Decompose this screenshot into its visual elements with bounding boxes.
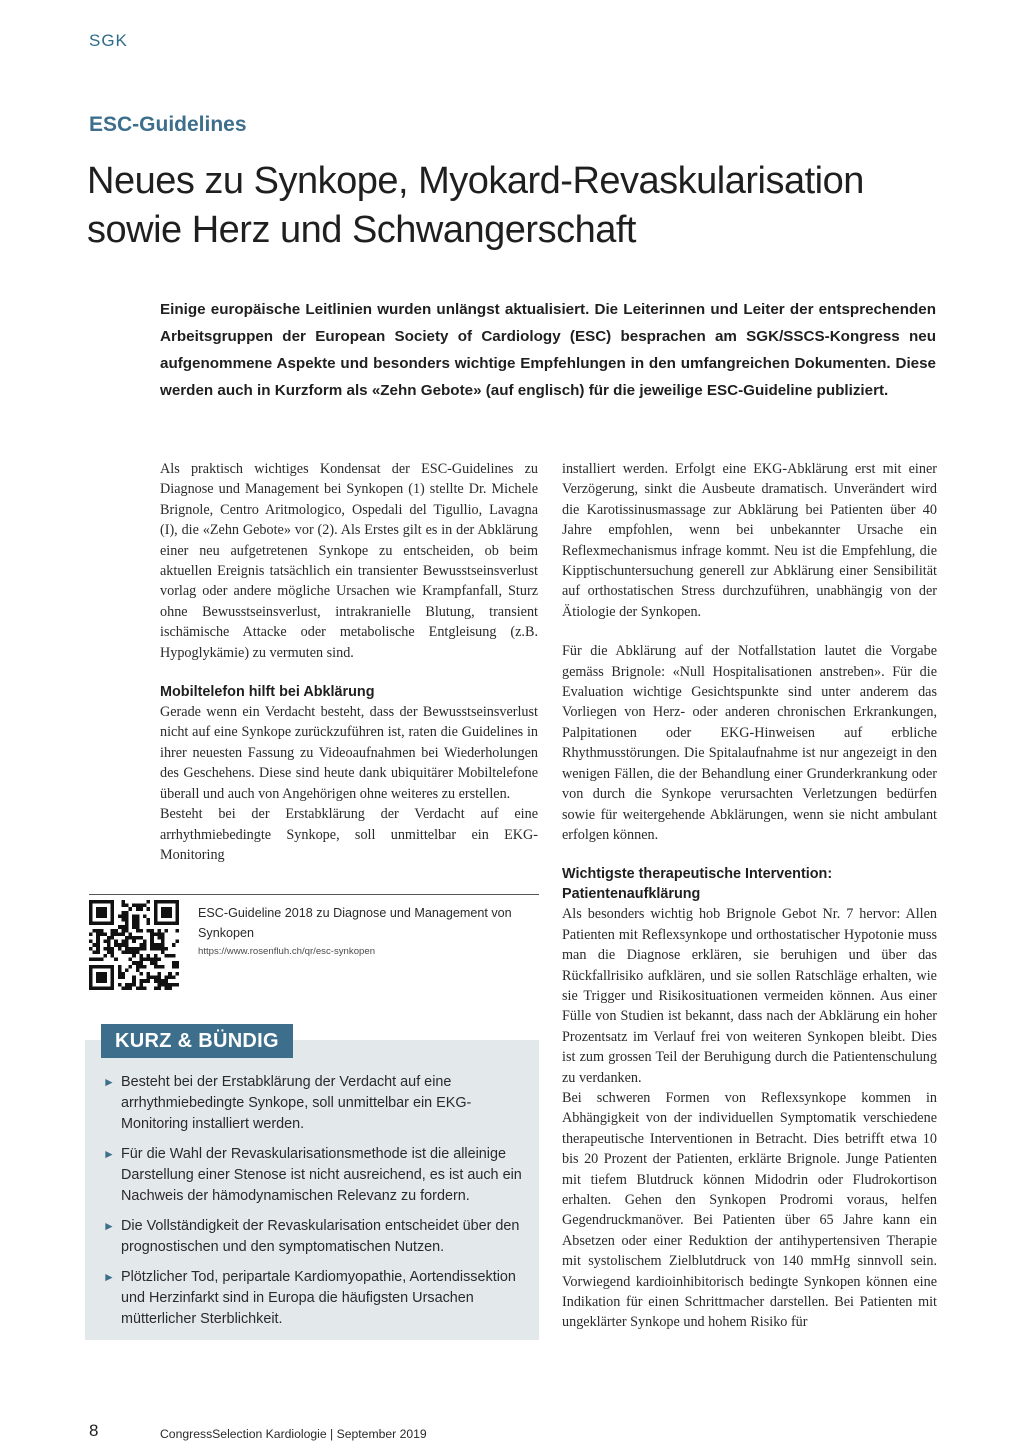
qr-link[interactable]: https://www.rosenfluh.ch/qr/esc-synkopen (198, 946, 376, 957)
summary-item (103, 1072, 528, 1135)
body-paragraph: Für die Abklärung auf der Notfallstation lautet die Vorgabe gemäss Brignole: «Null Hospitalisationen anstreben». Für die Evaluation wichtige Gesichtspunkte sind unter anderem das Vorliegen von Herz- oder anderen chronischen Erkrankungen, Palpitationen oder EKG-Hinweisen auf erbliche Rhythmusstörungen. Die Spitalaufnahme ist nur angezeigt in den wenigen Fällen, die der Behandlung einer Grunderkrankung oder von durch die Synkope verursachten Verletzungen bedürfen sowie für weitergehende Abklärungen, wenn sie nicht ambulant erfolgen können. (562, 643, 937, 843)
qr-divider (89, 894, 539, 895)
subheading: Mobiltelefon hilft bei Abklärung (160, 684, 375, 701)
summary-item (103, 1216, 528, 1258)
summary-item (103, 1144, 528, 1207)
body-paragraph: Bei schweren Formen von Reflexsynkope kommen in Abhängigkeit von der individuellen Symptomatik verschiedene therapeutische Interventionen in Betracht. Dies betrifft etwa 10 bis 20 Prozent der Patienten, erklärte Brignole. Junge Patienten mit tiefem Blutdruck können Midodrin oder Fludrokortison erhalten. Gehen den Synkopen Prodromi voraus, helfen Gegendruckmanöver. Bei Patienten über 65 Jahre kann ein Absetzen oder einer Reduktion der antihypertensiven Therapie mit systolischem Zielblutdruck von 140 mmHg sinnvoll sein. Vorwiegend kardioinhibitorisch bedingte Synkopen können eine Indikation für einen Schrittmacher darstellen. Bei Patienten mit ungeklärter Synkope und hohem Risiko für (562, 1089, 937, 1331)
summary-item-text: Für die Wahl der Revaskularisationsmethode ist die alleinige Darstellung einer Stenose ist nicht ausreichend, es ist auch ein Nachweis der hämodynamischen Relevanz zu fordern. (121, 1146, 522, 1204)
page-number: 8 (89, 1421, 99, 1440)
summary-box-label: KURZ & BÜNDIG (101, 1024, 293, 1058)
article-title: Neues zu Synkope, Myokard-Revaskularisation sowie Herz und Schwangerschaft (87, 160, 864, 251)
article-lead (160, 296, 936, 404)
body-paragraph: Als besonders wichtig hob Brignole Gebot Nr. 7 hervor: Allen Patienten mit Reflexsynkope und orthostatischer Hypotonie muss man die Diagnose erklären, sie beruhigen und über das Rückfallrisiko aufklären, und sie sollen Ratschläge erhalten, wie sie Trigger und Risikosituationen vermeiden können. Aus einer Fülle von Studien ist bekannt, dass nach der Abklärung ein hoher Prozentsatz im Verlauf frei von weiteren Synkopen bleibt. Dies ist zum grossen Teil der Beruhigung durch die Patientenschulung zu verdanken. (562, 906, 937, 1086)
body-paragraph: installiert werden. Erfolgt eine EKG-Abklärung erst mit einer Verzögerung, sinkt die Ausbeute dramatisch. Unverändert wird die Karotissinusmassage zur Abklärung bei Patienten über 40 Jahre empfohlen, wenn bei unbekannter Ursache ein Reflexmechanismus infrage kommt. Neu ist die Empfehlung, die Kipptischuntersuchung generell zur Abklärung einer Sensibilität auf orthostatischen Stress durchzuführen, unabhängig von der Ätiologie der Synkopen. (562, 461, 937, 620)
summary-list (103, 1072, 528, 1339)
text-column-right (562, 459, 937, 1333)
footer-publication: CongressSelection Kardiologie | September 2019 (160, 1427, 427, 1441)
triangle-bullet-icon: ► (103, 1219, 115, 1233)
triangle-bullet-icon: ► (103, 1147, 115, 1161)
body-paragraph: Besteht bei der Erstabklärung der Verdacht auf eine arrhythmiebedingte Synkope, soll unmittelbar ein EKG-Monitoring (160, 806, 538, 863)
article-kicker: ESC-Guidelines (89, 113, 247, 136)
summary-item-text: Besteht bei der Erstabklärung der Verdacht auf eine arrhythmiebedingte Synkope, soll unmittelbar ein EKG-Monitoring installiert werden. (121, 1074, 472, 1132)
triangle-bullet-icon: ► (103, 1075, 115, 1089)
triangle-bullet-icon: ► (103, 1270, 115, 1284)
body-paragraph: Als praktisch wichtiges Kondensat der ESC-Guidelines zu Diagnose und Management bei Synkopen (1) stellte Dr. Michele Brignole, Centro Aritmologico, Ospedali del Tigullio, Lavagna (I), die «Zehn Gebote» vor (2). Als Erstes gilt es in der Abklärung einer neu aufgetretenen Synkope zu entscheiden, ob beim aktuellen Ereignis tatsächlich ein transienter Bewusstseinsverlust vorlag oder andere mögliche Ursachen wie Krampfanfall, Sturz ohne Bewusstseinsverlust, intrakranielle Blutung, transient ischämische Attacke oder metabolische Entgleisung (z.B. Hypoglykämie) zu vermuten sind. (160, 461, 538, 661)
summary-item (103, 1267, 528, 1330)
body-paragraph: Gerade wenn ein Verdacht besteht, dass der Bewusstseinsverlust nicht auf eine Synkope zurückzuführen ist, raten die Guidelines in ihrer neuesten Fassung zu Videoaufnahmen bei Wiederholungen des Geschehens. Diese sind heute dank ubiquitärer Mobiltelefone überall und auch von Angehörigen ohne weiteres zu erstellen. (160, 704, 538, 802)
qr-code-icon[interactable] (89, 900, 179, 990)
lead-paragraph: Einige europäische Leitlinien wurden unlängst aktualisiert. Die Leiterinnen und Leiter der entsprechenden Arbeitsgruppen der European Society of Cardiology (ESC) besprachen am SGK/SSCS-Kongress neu aufgenommene Aspekte und besonders wichtige Empfehlungen in den umfangreichen Dokumenten. Diese werden auch in Kurzform als «Zehn Gebote» (auf englisch) für die jeweilige ESC-Guideline publiziert. (160, 301, 936, 399)
qr-caption-title: ESC-Guideline 2018 zu Diagnose und Management von Synkopen (198, 906, 512, 940)
subheading: Wichtigste therapeutische Intervention: Patientenaufklärung (562, 866, 833, 903)
summary-item-text: Die Vollständigkeit der Revaskularisation entscheidet über den prognostischen und den symptomatischen Nutzen. (121, 1218, 520, 1255)
text-column-left (160, 459, 538, 865)
summary-item-text: Plötzlicher Tod, peripartale Kardiomyopathie, Aortendissektion und Herzinfarkt sind in Europa die häufigsten Ursachen mütterlicher Sterblichkeit. (121, 1269, 516, 1327)
section-tag: SGK (89, 31, 128, 50)
